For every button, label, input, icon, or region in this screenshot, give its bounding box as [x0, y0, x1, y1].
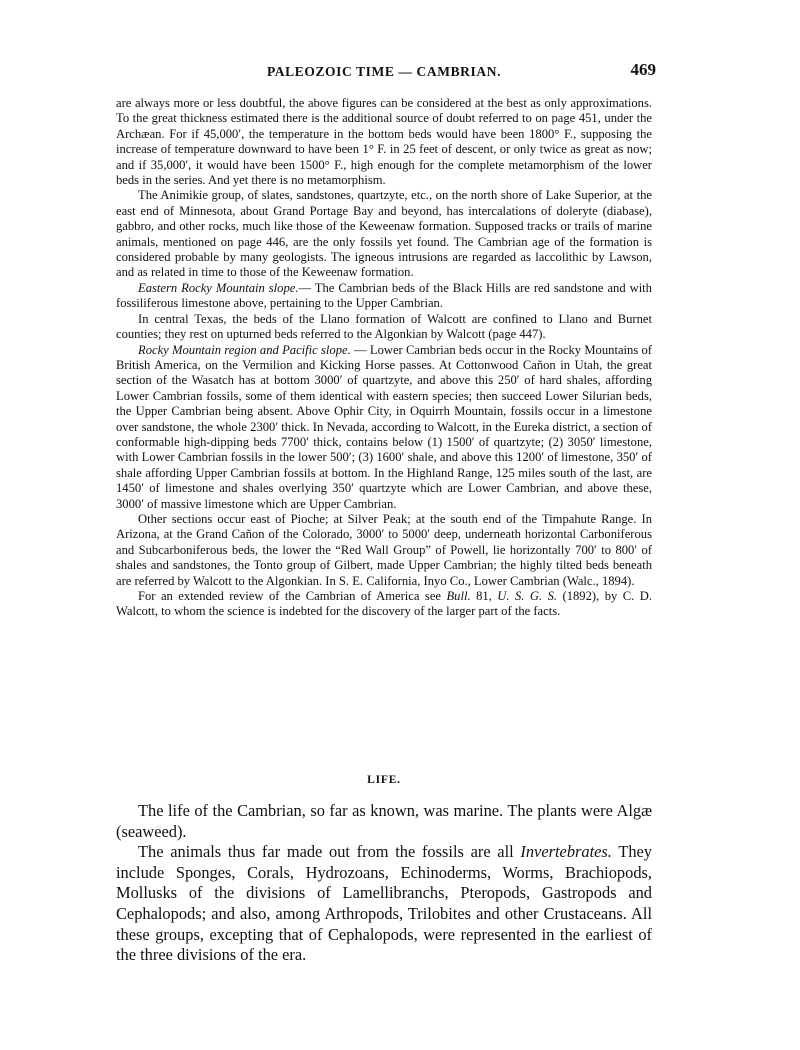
paragraph-review: [116, 589, 652, 620]
text-run: The animals thus far made out from the fossils are all: [138, 842, 521, 862]
text-run: For an extended review of the Cambrian of America see: [138, 589, 447, 603]
italic-run: Invertebrates.: [520, 842, 612, 862]
subsection-heading: Rocky Mountain region and Pacific slope.: [138, 342, 351, 357]
body-text: [116, 96, 652, 620]
paragraph-rocky-pacific: [116, 343, 652, 512]
paragraph-text: — The Cambrian beds of the Black Hills are red sandstone and with fossiliferous limestone above, pertaining to the Upper Cambrian.: [116, 280, 652, 311]
italic-run: U. S. G. S.: [497, 589, 558, 603]
paragraph-life-2: [116, 842, 652, 966]
text-run: 81,: [470, 589, 498, 603]
paragraph-continuation: are always more or less doubtful, the above figures can be considered at the best as only approximations. To the great thickness estimated there is the additional source of doubt referred to on page 451, under the Archæan. For if 45,000′, the temperature in the bottom beds would have been 1800° F., supposing the increase of temperature downward to have been 1° F. in 25 feet of descent, or only twice as great as now; and if 35,000′, it would have been 1500° F., high enough for the complete metamorphism of the lower beds in the series. And yet there is no metamorphism.: [116, 96, 652, 188]
running-head: [116, 60, 656, 84]
paragraph-animikie: The Animikie group, of slates, sandstones, quartzyte, etc., on the north shore of Lake Superior, at the east end of Minnesota, about Grand Portage Bay and beyond, has intercalations of doleryte (diabase), gabbro, and other rocks, much like those of the Keweenaw formation. Supposed tracks or trails of marine animals, mentioned on page 446, are the only fossils yet found. The Cambrian age of the formation is considered probable by many geologists. The igneous intrusions are regarded as laccolithic by Lawson, and as related in time to those of the Keweenaw formation.: [116, 188, 652, 280]
paragraph-eastern-rocky: [116, 281, 652, 312]
italic-run: Bull.: [446, 589, 471, 603]
text-run: They include Sponges, Corals, Hydrozoans, Echinoderms, Worms, Brachiopods, Mollusks of the divisions of Lamellibranchs, Pteropods, Gastropods and Cephalopods; and also, among Arthropods, Trilobites and other Crustaceans. All these groups, excepting that of Cephalopods, were represented in the earliest of the three divisions of the era.: [116, 842, 652, 965]
running-title: PALEOZOIC TIME — CAMBRIAN.: [266, 64, 502, 79]
life-text: [116, 801, 652, 966]
page-number: 469: [630, 60, 656, 79]
paragraph-life-1: The life of the Cambrian, so far as known, was marine. The plants were Algæ (seaweed).: [116, 801, 652, 841]
section-heading-life: LIFE.: [367, 774, 401, 786]
paragraph-texas: In central Texas, the beds of the Llano formation of Walcott are confined to Llano and Burnet counties; they rest on upturned beds referred to the Algonkian by Walcott (page 447).: [116, 311, 652, 342]
paragraph-text: — Lower Cambrian beds occur in the Rocky Mountains of British America, on the Vermilion and Kicking Horse passes. At Cottonwood Cañon in Utah, the great section of the Wasatch has at bottom 3000′ of quartzyte, and above this 250′ of hard shales, affording Lower Cambrian fossils, some of them identical with eastern species; then succeed Lower Silurian beds, the Upper Cambrian being absent. Above Ophir City, in Oquirrh Mountain, fossils occur in a limestone over sandstone, the whole 2300′ thick. In Nevada, according to Walcott, in the Eureka district, a section of conformable high-dipping beds 7700′ thick, contains below (1) 1500′ of quartzyte; (2) 3050′ limestone, with Lower Cambrian fossils in the lower 500′; (3) 1600′ shale, and above this 1200′ of limestone, 350′ of shale affording Upper Cambrian fossils at bottom. In the Highland Range, 125 miles south of the last, are 1450′ of limestone and shales overlying 350′ quartzyte which are Lower Cambrian, and above these, 3000′ of massive limestone which are Upper Cambrian.: [116, 342, 652, 511]
paragraph-other-sections: Other sections occur east of Pioche; at Silver Peak; at the south end of the Timpahute Range. In Arizona, at the Grand Cañon of the Colorado, 3000′ to 5000′ deep, underneath horizontal Carboniferous and Subcarboniferous beds, the lower the “Red Wall Group” of Powell, lie horizontally 700′ to 800′ of shales and sandstones, the Tonto group of Gilbert, made Upper Cambrian; the highly tilted beds beneath are referred by Walcott to the Algonkian. In S. E. California, Inyo Co., Lower Cambrian (Walc., 1894).: [116, 511, 652, 588]
text-run: (1892), by C. D. Walcott, to whom the science is indebted for the discovery of the larger part of the facts.: [116, 589, 652, 619]
subsection-heading: Eastern Rocky Mountain slope.: [138, 280, 299, 295]
